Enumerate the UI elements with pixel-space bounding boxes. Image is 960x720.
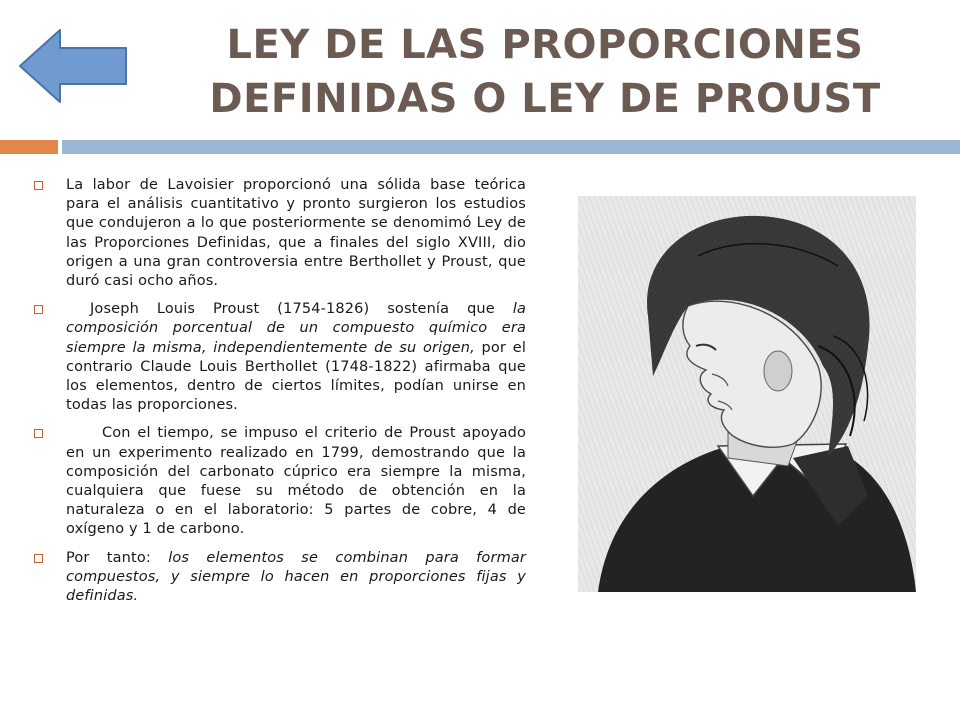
slide-title [150,18,940,126]
bullet-text-suffix: por el contrario Claude Louis Berthollet (1748-1822) afirmaba que los elementos, dentro de ciertos límites, podían unirse en todas las proporciones. [66,339,526,414]
bullet-text: La labor de Lavoisier proporcionó una sólida base teórica para el análisis cuantitativo y pronto surgieron los estudios que condujeron a lo que posteriormente se denomimó Ley de las Proporciones Definidas, que a finales del siglo XVIII, dio origen a una gran controversia entre Berthollet y Proust, que duró casi ocho años. [66,177,526,290]
proust-portrait [578,196,916,592]
square-bullet-icon [34,305,43,314]
title-line-1: LEY DE LAS PROPORCIONES [226,22,864,68]
bullet-list [30,176,526,615]
back-button[interactable] [16,26,132,106]
bullet-text-emphasis: los elementos se combinan para formar compuestos, y siempre lo hacen en proporciones fijas y definidas. [66,549,526,605]
left-arrow-icon [16,26,132,106]
bullet-text-prefix: Por tanto: [66,549,169,566]
bullet-conclusion [30,549,526,607]
bullet-experiment [30,424,526,539]
accent-rule [0,140,58,154]
bullet-text-emphasis: la composición porcentual de un compuesto químico era siempre la misma, independientemente de su origen, [66,301,526,356]
title-rule [62,140,960,154]
square-bullet-icon [34,181,43,190]
portrait-illustration [578,196,916,592]
square-bullet-icon [34,554,43,563]
bullet-text-prefix: Joseph Louis Proust (1754-1826) sostenía que [90,301,513,318]
bullet-text: Con el tiempo, se impuso el criterio de Proust apoyado en un experimento realizado en 1799, demostrando que la composición del carbonato cúprico era siempre la misma, cualquiera que fuese su método de obtención en la naturaleza o en el laboratorio: 5 partes de cobre, 4 de oxígeno y 1 de carbono. [66,425,526,538]
bullet-lavoisier [30,176,526,291]
bullet-proust-berthollet [30,300,526,415]
title-line-2: DEFINIDAS O LEY DE PROUST [209,76,881,122]
square-bullet-icon [34,429,43,438]
